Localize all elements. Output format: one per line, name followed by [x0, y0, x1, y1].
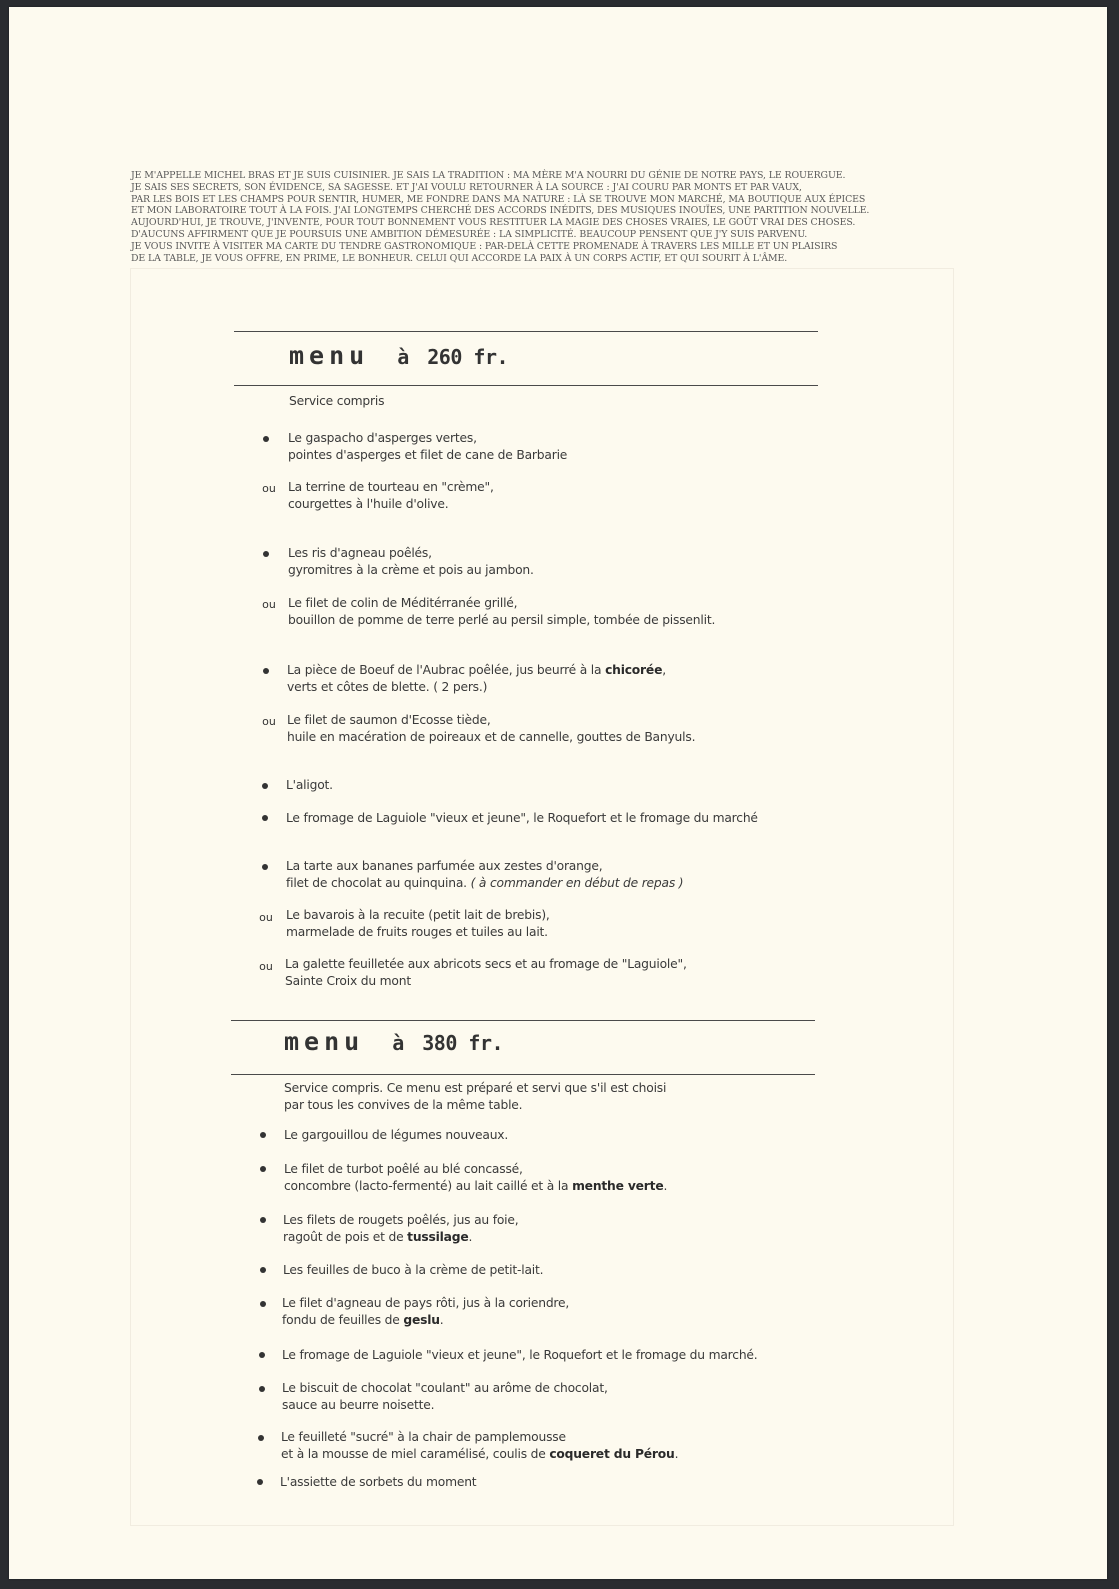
dish-line: bouillon de pomme de terre perlé au persil simple, tombée de pissenlit.: [288, 612, 716, 627]
bullet-icon: [263, 436, 269, 442]
dish-line: La galette feuilletée aux abricots secs et au fromage de "Laguiole",: [285, 957, 687, 971]
dish-text: fondu de feuilles de: [282, 1312, 404, 1327]
dish-line: La terrine de tourteau en "crème",: [288, 480, 494, 494]
ou-marker: ou: [262, 482, 276, 495]
dish: [281, 1429, 678, 1462]
intro-line: AUJOURD'HUI, JE TROUVE, J'INVENTE, POUR TOUT BONNEMENT VOUS RESTITUER LA MAGIE DES CHOSES VRAIES, LE GOÛT VRAI DES CHOSES.: [131, 217, 856, 229]
service-note: [284, 1080, 666, 1113]
dish-line: [282, 1312, 569, 1329]
dish-line: Sainte Croix du mont: [285, 973, 411, 988]
highlight-ingredient: chicorée: [605, 663, 663, 677]
bullet-icon: [259, 1386, 265, 1392]
dish: [282, 1295, 569, 1328]
bullet-icon: [260, 1132, 266, 1138]
dish: [288, 595, 715, 628]
dish-line: Le fromage de Laguiole "vieux et jeune", le Roquefort et le fromage du marché: [286, 811, 758, 825]
menu-260-heading: [289, 341, 508, 370]
dish: [283, 1212, 518, 1245]
bullet-icon: [260, 1301, 266, 1307]
dish-line: [283, 1229, 518, 1246]
menu-a: à: [397, 345, 410, 369]
dish-line: Le gaspacho d'asperges vertes,: [288, 431, 477, 445]
highlight-ingredient: geslu: [403, 1312, 440, 1327]
highlight-ingredient: coqueret du Pérou: [549, 1446, 675, 1461]
dish-line: Le gargouillou de légumes nouveaux.: [284, 1128, 509, 1142]
intro-line: ET MON LABORATOIRE TOUT À LA FOIS. J'AI LONGTEMPS CHERCHÉ DES ACCORDS INÉDITS, DES MUSIQUES INOUÏES, UNE PARTITION NOUVELLE.: [131, 205, 870, 217]
divider: [234, 385, 818, 386]
intro-line: PAR LES BOIS ET LES CHAMPS POUR SENTIR, HUMER, ME FONDRE DANS MA NATURE : LÀ SE TROUVE MON MARCHÉ, MA BOUTIQUE AUX ÉPICES: [131, 193, 866, 205]
bullet-icon: [258, 1435, 264, 1441]
dish-line: pointes d'asperges et filet de cane de Barbarie: [288, 447, 568, 462]
bullet-icon: [260, 1267, 266, 1273]
dish: [280, 1474, 476, 1491]
dish: [284, 1127, 508, 1144]
dish: [286, 907, 550, 940]
dish-text: La pièce de Boeuf de l'Aubrac poêlée, jus beurré à la: [287, 663, 606, 677]
dish: [282, 1347, 758, 1364]
bullet-icon: [263, 551, 269, 557]
dish-line: Le biscuit de chocolat "coulant" au arôme de chocolat,: [282, 1381, 608, 1395]
menu-price: 380 fr.: [422, 1031, 504, 1055]
dish: [288, 430, 567, 463]
dish: [288, 479, 494, 512]
dish-line: L'aligot.: [286, 778, 333, 792]
intro-line: JE VOUS INVITE À VISITER MA CARTE DU TENDRE GASTRONOMIQUE : PAR-DELÀ CETTE PROMENADE À TRAVERS LES MILLE ET UN PLAISIRS: [131, 240, 838, 252]
dish-line: Les filets de rougets poêlés, jus au foie,: [283, 1213, 519, 1227]
highlight-ingredient: tussilage: [407, 1229, 469, 1244]
menu-a: à: [392, 1031, 405, 1055]
dish-text: ,: [662, 663, 666, 677]
dish: [287, 662, 666, 695]
order-note: ( à commander en début de repas ): [470, 875, 684, 890]
intro-text: [131, 170, 911, 264]
bullet-icon: [260, 1166, 266, 1172]
bullet-icon: [262, 864, 268, 870]
dish-text: concombre (lacto-fermenté) au lait caillé et à la: [284, 1178, 573, 1193]
ou-marker: ou: [259, 960, 273, 973]
dish-line: huile en macération de poireaux et de cannelle, gouttes de Banyuls.: [287, 729, 696, 744]
menu-380-heading: [284, 1027, 503, 1056]
dish-line: Le filet d'agneau de pays rôti, jus à la coriendre,: [282, 1296, 570, 1310]
dish-line: Le feuilleté "sucré" à la chair de pamplemousse: [281, 1430, 566, 1444]
ou-marker: ou: [262, 715, 276, 728]
dish-line: marmelade de fruits rouges et tuiles au lait.: [286, 924, 548, 939]
bullet-icon: [260, 1217, 266, 1223]
bullet-icon: [257, 1479, 263, 1485]
dish-text: .: [468, 1229, 473, 1244]
divider: [231, 1074, 815, 1075]
dish-line: Le filet de colin de Méditérranée grillé,: [288, 596, 518, 610]
dish: [286, 810, 758, 827]
dish: [285, 956, 687, 989]
menu-word: menu: [284, 1027, 365, 1056]
bullet-icon: [262, 783, 268, 789]
dish-text: .: [663, 1178, 668, 1193]
dish: [287, 712, 695, 745]
service-note: Service compris: [289, 394, 385, 408]
ou-marker: ou: [259, 911, 273, 924]
dish-line: Le bavarois à la recuite (petit lait de brebis),: [286, 908, 550, 922]
dish-line: Le filet de turbot poêlé au blé concassé,: [284, 1162, 523, 1176]
dish-text: .: [674, 1446, 679, 1461]
bullet-icon: [262, 815, 268, 821]
dish-text: filet de chocolat au quinquina.: [286, 875, 471, 890]
dish-line: L'assiette de sorbets du moment: [280, 1475, 477, 1489]
dish-line: Le filet de saumon d'Ecosse tiède,: [287, 713, 491, 727]
dish: [284, 1161, 667, 1194]
dish: [286, 858, 683, 891]
dish: [283, 1262, 543, 1279]
highlight-ingredient: menthe verte: [572, 1178, 664, 1193]
dish: [282, 1380, 608, 1413]
dish-text: ragoût de pois et de: [283, 1229, 408, 1244]
divider: [234, 331, 818, 332]
intro-line: D'AUCUNS AFFIRMENT QUE JE POURSUIS UNE AMBITION DÉMESURÉE : LA SIMPLICITÉ. BEAUCOUP PENSENT QUE J'Y SUIS PARVENU.: [131, 228, 808, 240]
intro-line: DE LA TABLE, JE VOUS OFFRE, EN PRIME, LE BONHEUR. CELUI QUI ACCORDE LA PAIX À UN CORPS ACTIF, ET QUI SOURIT À L'ÂME.: [131, 252, 788, 264]
service-line: par tous les convives de la même table.: [284, 1097, 523, 1112]
dish-line: [281, 1446, 678, 1463]
dish: [288, 545, 534, 578]
dish-line: verts et côtes de blette. ( 2 pers.): [287, 679, 488, 694]
intro-line: JE M'APPELLE MICHEL BRAS ET JE SUIS CUISINIER. JE SAIS LA TRADITION : MA MÈRE M'A NOURRI DU GÉNIE DE NOTRE PAYS, LE ROUERGUE.: [131, 170, 846, 181]
dish-line: [284, 1178, 667, 1195]
dish-line: sauce au beurre noisette.: [282, 1397, 435, 1412]
dish-text: .: [439, 1312, 444, 1327]
dish-line: [287, 662, 666, 679]
dish-line: Les ris d'agneau poêlés,: [288, 546, 432, 560]
dish: [286, 777, 333, 794]
dish-line: Les feuilles de buco à la crème de petit-lait.: [283, 1263, 544, 1277]
intro-line: JE SAIS SES SECRETS, SON ÉVIDENCE, SA SAGESSE. ET J'AI VOULU RETOURNER À LA SOURCE : J'AI COURU PAR MONTS ET PAR VAUX,: [131, 181, 802, 193]
bullet-icon: [263, 668, 269, 674]
bullet-icon: [259, 1352, 265, 1358]
dish-line: Le fromage de Laguiole "vieux et jeune", le Roquefort et le fromage du marché.: [282, 1348, 758, 1362]
dish-text: et à la mousse de miel caramélisé, coulis de: [281, 1446, 550, 1461]
dish-line: La tarte aux bananes parfumée aux zestes d'orange,: [286, 859, 603, 873]
service-line: Service compris. Ce menu est préparé et servi que s'il est choisi: [284, 1081, 667, 1095]
dish-line: courgettes à l'huile d'olive.: [288, 496, 449, 511]
dish-line: gyromitres à la crème et pois au jambon.: [288, 562, 534, 577]
ou-marker: ou: [262, 598, 276, 611]
menu-word: menu: [289, 341, 370, 370]
dish-line: [286, 875, 683, 892]
divider: [231, 1020, 815, 1021]
menu-price: 260 fr.: [427, 345, 509, 369]
